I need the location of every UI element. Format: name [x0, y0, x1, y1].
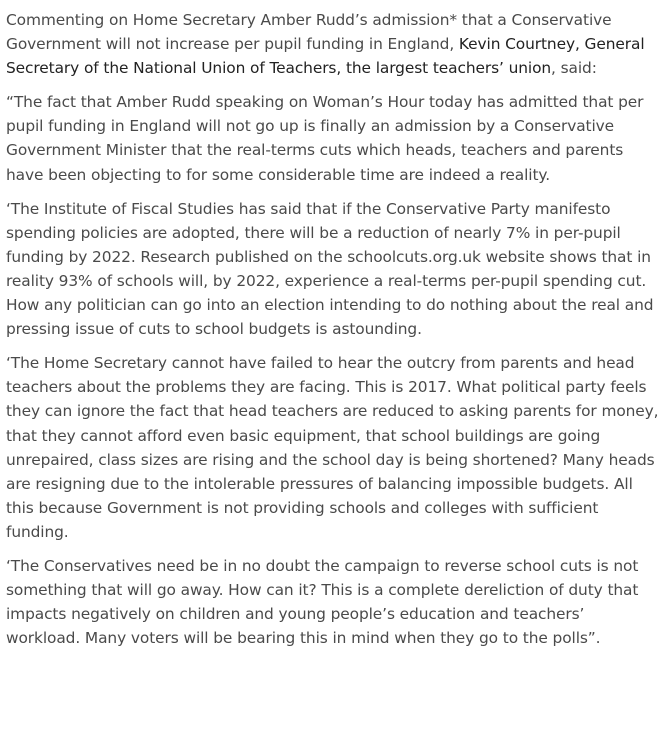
quote-paragraph-2: ‘The Institute of Fiscal Studies has said that if the Conservative Party manifesto spending policies are adopted, there will be a reduction of nearly 7% in per-pupil funding by 2022. Research published on the schoolcuts.org.uk website shows that in reality 93% of schools will, by 2022, experience a real-terms per-pupil spending cut. How any politician can go into an election intending to do nothing about the real and pressing issue of cuts to school budgets is astounding.	[6, 199, 654, 339]
quote-paragraph-1: “The fact that Amber Rudd speaking on Woman’s Hour today has admitted that per pupil funding in England will not go up is finally an admission by a Conservative Government Minister that the real-terms cuts which heads, teachers and parents have been objecting to for some considerable time are indeed a reality.	[6, 93, 644, 184]
intro-lead: Commenting on Home Secretary Amber Rudd’s admission* that a Conservative Government will not increase per pupil funding in England,	[6, 11, 612, 54]
intro-paragraph	[6, 8, 659, 80]
intro-tail: , said:	[551, 59, 597, 78]
quote-paragraph-3: ‘The Home Secretary cannot have failed to hear the outcry from parents and head teachers about the problems they are facing. This is 2017. What political party feels they can ignore the fact that head teachers are reduced to asking parents for money, that they cannot afford even basic equipment, that school buildings are going unrepaired, class sizes are rising and the school day is being shortened? Many heads are resigning due to the intolerable pressures of balancing impossible budgets. All this because Government is not providing schools and colleges with sufficient funding.	[6, 354, 659, 541]
quote-paragraph-4: ‘The Conservatives need be in no doubt the campaign to reverse school cuts is not something that will go away. How can it? This is a complete dereliction of duty that impacts negatively on children and young people’s education and teachers’ workload. Many voters will be bearing this in mind when they go to the polls”.	[6, 556, 639, 648]
speaker-name: Kevin Courtney, General Secretary of the National Union of Teachers, the largest teachers’ union	[6, 35, 645, 78]
